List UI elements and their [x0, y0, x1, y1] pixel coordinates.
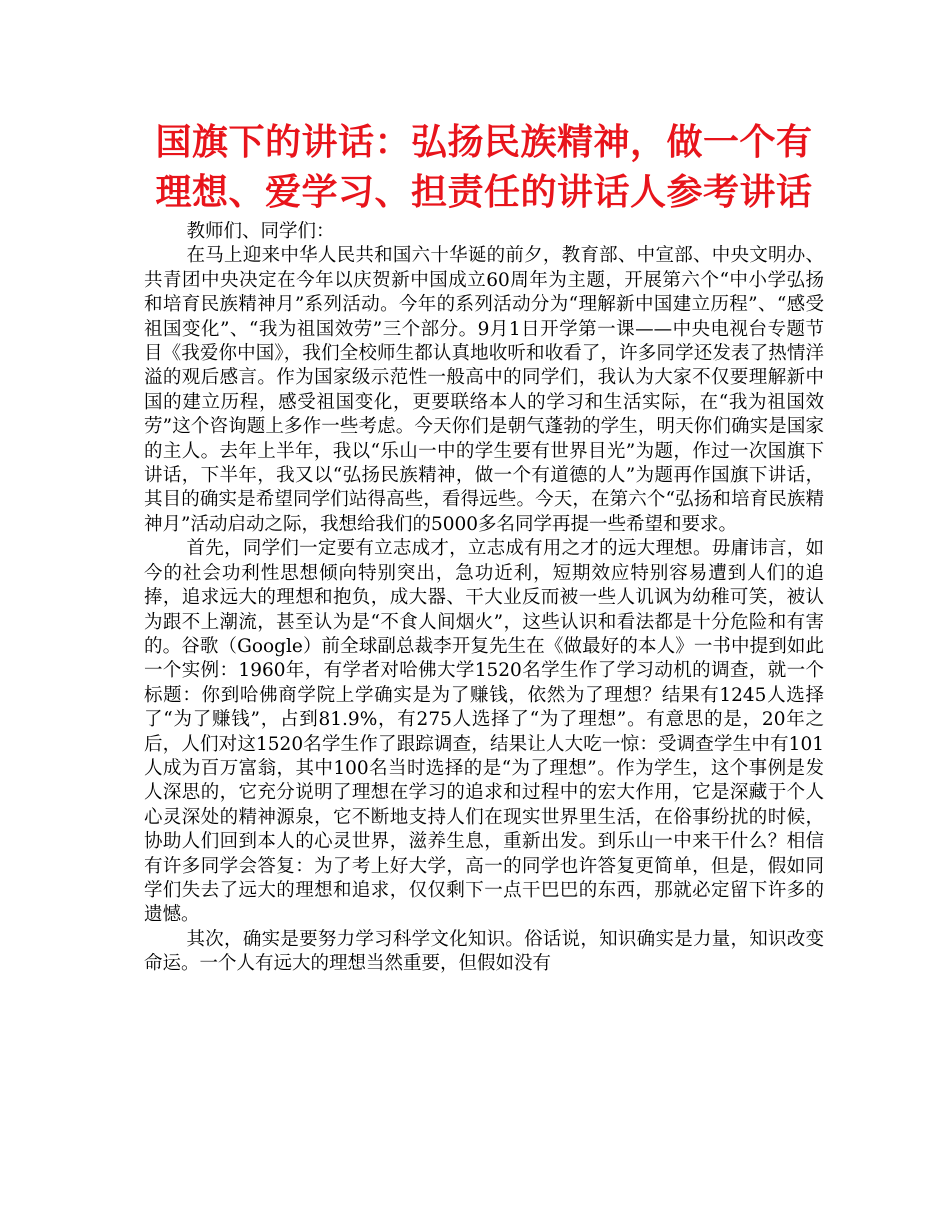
- salutation: 教师们、同学们：: [186, 221, 335, 242]
- document-page: [144, 118, 824, 977]
- title-line-2: 理想、爱学习、担责任的讲话人参考讲话: [155, 172, 813, 213]
- paragraph-first-point: 首先，同学们一定要有立志成才，立志成有用之才的远大理想。毋庸讳言，如今的社会功利性思想倾向特别突出，急功近利，短期效应特别容易遭到人们的追捧，追求远大的理想和抱负，成大器、干大业反而被一些人讥讽为幼稚可笑，被认为跟不上潮流，甚至认为是“不食人间烟火”，这些认识和看法都是十分危险和有害的。谷歌（Google）前全球副总裁李开复先生在《做最好的本人》一书中提到如此一个实例：1960年，有学者对哈佛大学1520名学生作了学习动机的调查，就一个标题：你到哈佛商学院上学确实是为了赚钱，依然为了理想？结果有1245人选择了“为了赚钱”，占到81.9%，有275人选择了“为了理想”。有意思的是，20年之后，人们对这1520名学生作了跟踪调查，结果让人大吃一惊：受调查学生中有101人成为百万富翁，其中100名当时选择的是“为了理想”。作为学生，这个事例是发人深思的，它充分说明了理想在学习的追求和过程中的宏大作用，它是深藏于个人心灵深处的精神源泉，它不断地支持人们在现实世界里生活，在俗事纷扰的时候，协助人们回到本人的心灵世界，滋养生息，重新出发。到乐山一中来干什么？相信有许多同学会答复：为了考上好大学，高一的同学也许答复更简单，但是，假如同学们失去了远大的理想和追求，仅仅剩下一点干巴巴的东西，那就必定留下许多的遗憾。: [144, 538, 824, 926]
- paragraph-intro: 在马上迎来中华人民共和国六十华诞的前夕，教育部、中宣部、中央文明办、共青团中央决定在今年以庆贺新中国成立60周年为主题，开展第六个“中小学弘扬和培育民族精神月”系列活动。今年的系列活动分为“理解新中国建立历程”、“感受祖国变化”、“我为祖国效劳”三个部分。9月1日开学第一课——中央电视台专题节目《我爱你中国》，我们全校师生都认真地收听和收看了，许多同学还发表了热情洋溢的观后感言。作为国家级示范性一般高中的同学们，我认为大家不仅要理解新中国的建立历程，感受祖国变化，更要联络本人的学习和生活实际，在“我为祖国效劳”这个咨询题上多作一些考虑。今天你们是朝气蓬勃的学生，明天你们确实是国家的主人。去年上半年，我以“乐山一中的学生要有世界目光”为题，作过一次国旗下讲话，下半年，我又以“弘扬民族精神，做一个有道德的人”为题再作国旗下讲话，其目的确实是希望同学们站得高些，看得远些。今天，在第六个“弘扬和培育民族精神月”活动启动之际，我想给我们的5000多名同学再提一些希望和要求。: [144, 245, 824, 535]
- title-line-1: 国旗下的讲话：弘扬民族精神，做一个有: [155, 122, 813, 163]
- paragraph-second-point: 其次，确实是要努力学习科学文化知识。俗话说，知识确实是力量，知识改变命运。一个人有远大的理想当然重要，但假如没有: [144, 928, 824, 975]
- document-body: [144, 220, 824, 977]
- document-title: [144, 118, 824, 218]
